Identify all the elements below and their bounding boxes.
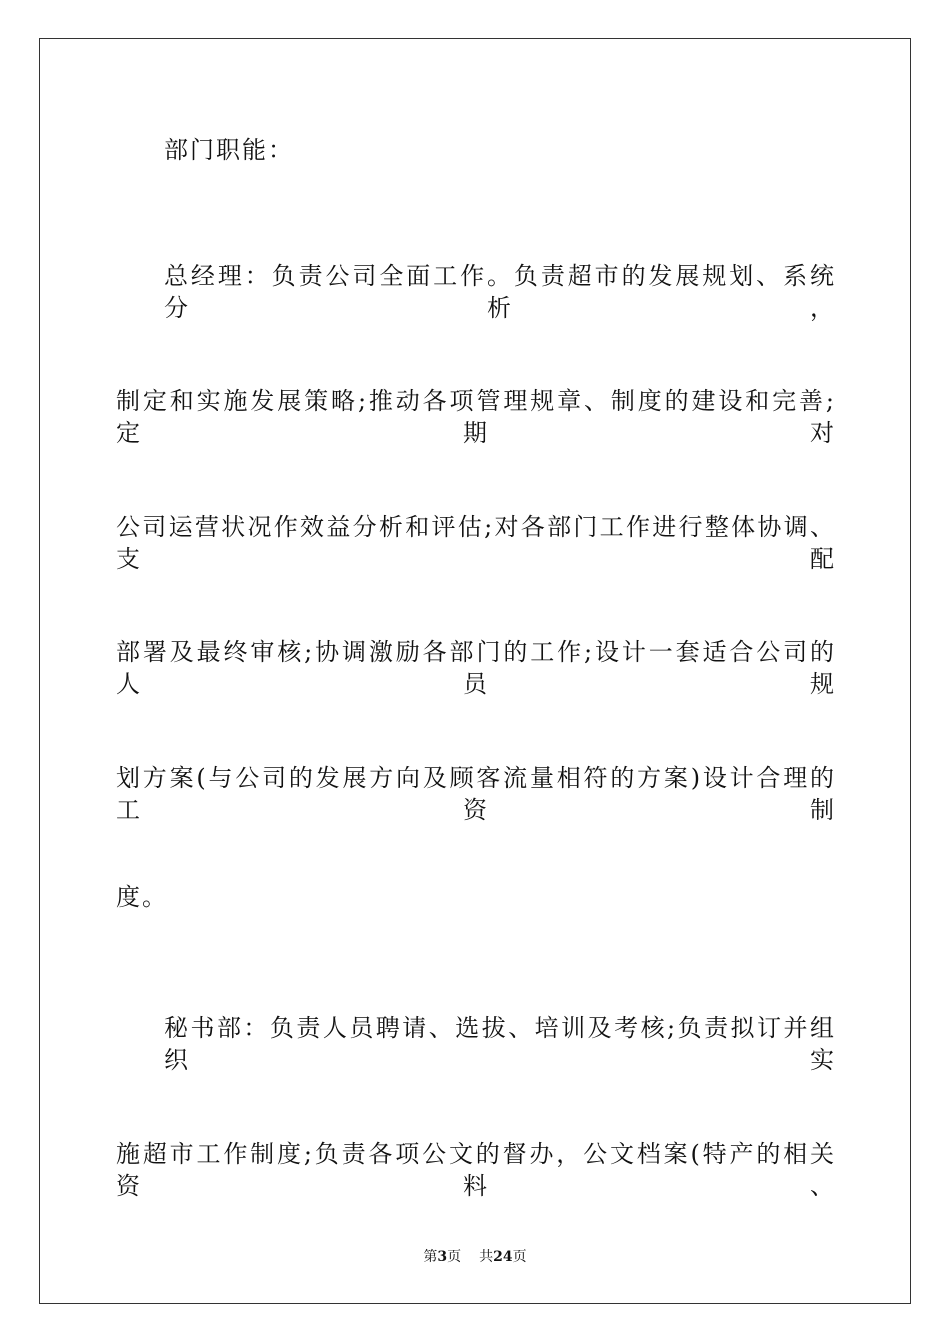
paragraph-line: 秘书部：负责人员聘请、选拔、培训及考核;负责拟订并组织实	[164, 1014, 836, 1074]
page-number-suffix: 页	[447, 1249, 462, 1265]
paragraph-line: 部署及最终审核;协调激励各部门的工作;设计一套适合公司的人员规	[116, 638, 836, 698]
paragraph-line: 公司运营状况作效益分析和评估;对各部门工作进行整体协调、支配	[116, 513, 836, 573]
section-heading-department-functions: 部门职能：	[164, 136, 294, 164]
page-number-prefix: 第	[423, 1249, 438, 1265]
page-total-suffix: 页	[512, 1249, 527, 1265]
paragraph-line: 总经理：负责公司全面工作。负责超市的发展规划、系统分析，	[164, 262, 836, 322]
page-total-prefix: 共	[479, 1249, 494, 1265]
page-number-current: 3	[437, 1249, 448, 1265]
paragraph-line: 制定和实施发展策略;推动各项管理规章、制度的建设和完善;定期对	[116, 387, 836, 447]
page-total-count: 24	[493, 1249, 513, 1265]
paragraph-line: 施超市工作制度;负责各项公文的督办，公文档案(特产的相关资料、	[116, 1140, 836, 1200]
paragraph-line: 划方案(与公司的发展方向及顾客流量相符的方案)设计合理的工资制	[116, 764, 836, 824]
page-footer	[0, 1248, 950, 1266]
paragraph-line: 度。	[116, 883, 168, 911]
